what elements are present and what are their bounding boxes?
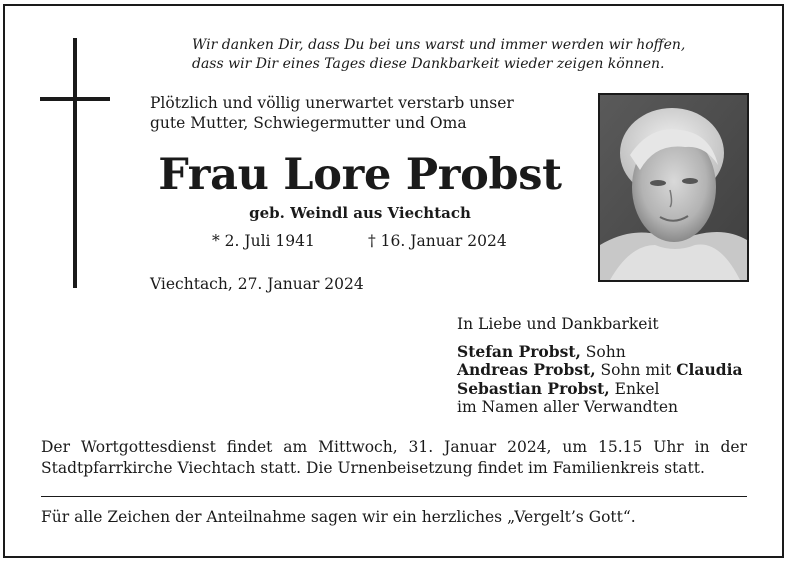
cross-horizontal-bar	[40, 97, 110, 101]
quote-line-1: Wir danken Dir, dass Du bei uns warst und immer werden wir hoffen,	[192, 37, 686, 53]
divider	[41, 496, 747, 497]
death-date: † 16. Januar 2024	[368, 232, 507, 250]
service-line-2: Stadtpfarrkirche Viechtach statt. Die Urnenbeisetzung findet im Familienkreis statt.	[41, 459, 705, 477]
portrait-photo	[598, 93, 749, 282]
cross-vertical-bar	[73, 38, 77, 288]
memorial-quote	[192, 36, 685, 74]
mourners-block	[457, 315, 743, 417]
mourner-partner: Claudia	[676, 360, 743, 379]
mourner-name: Andreas Probst,	[457, 360, 596, 379]
mourners-heading: In Liebe und Dankbarkeit	[457, 315, 659, 333]
mourner-name: Stefan Probst,	[457, 341, 581, 361]
mourner-name: Sebastian Probst,	[457, 378, 610, 398]
intro-line-2: gute Mutter, Schwiegermutter und Oma	[150, 114, 467, 132]
birth-date: * 2. Juli 1941	[212, 232, 315, 250]
service-notice	[41, 437, 747, 479]
mourner-relation: Sohn mit	[595, 361, 677, 379]
mourner-relation: Enkel	[609, 379, 660, 398]
deceased-name: Frau Lore Probst	[158, 150, 562, 200]
place-and-date: Viechtach, 27. Januar 2024	[150, 275, 364, 293]
mourner-item	[457, 361, 743, 380]
mourner-item	[457, 343, 743, 362]
thanks-line: Für alle Zeichen der Anteilnahme sagen wir ein herzliches „Vergelt’s Gott“.	[41, 508, 636, 526]
mourner-item	[457, 380, 743, 399]
announcement-intro	[150, 93, 514, 133]
intro-line-1: Plötzlich und völlig unerwartet verstarb unser	[150, 94, 514, 112]
mourners-footer: im Namen aller Verwandten	[457, 398, 678, 416]
mourner-relation: Sohn	[580, 342, 626, 361]
quote-line-2: dass wir Dir eines Tages diese Dankbarkeit wieder zeigen können.	[192, 56, 665, 72]
service-line-1: Der Wortgottesdienst findet am Mittwoch, 31. Januar 2024, um 15.15 Uhr in der	[41, 438, 747, 456]
birth-name: geb. Weindl aus Viechtach	[249, 204, 471, 222]
